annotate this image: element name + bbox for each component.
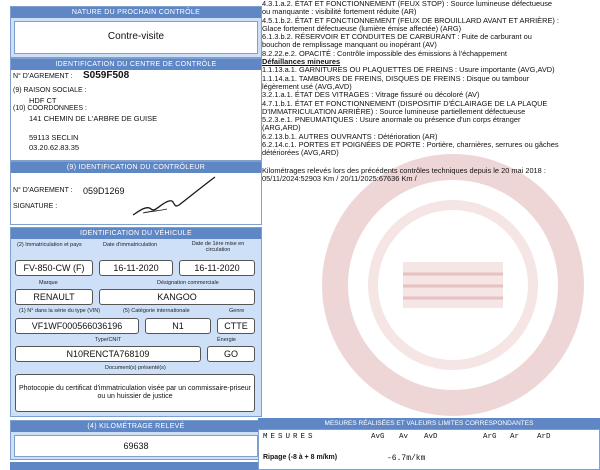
documents-caption: Document(s) présenté(s) bbox=[105, 365, 166, 371]
minor-line-9: 6.2.14.c.1. PORTES ET POIGNÉES DE PORTE : Portière, charnières, serrures ou gâches bbox=[262, 140, 559, 150]
documents-field bbox=[15, 374, 255, 412]
energie-caption: Énergie bbox=[217, 337, 236, 343]
measures-heading: MESURES RÉALISÉES ET VALEURS LIMITES CORRESPONDANTES bbox=[258, 418, 600, 429]
immat-field: FV-850-CW (F) bbox=[15, 260, 93, 276]
defect-line-6: 8.2.22.e.2. OPACITÉ : Contrôle impossible des émissions à l'échappement bbox=[262, 48, 507, 58]
documents-line1: Photocopie du certificat d'immatriculation visée par un commissaire-priseur bbox=[18, 385, 252, 392]
center-heading: IDENTIFICATION DU CENTRE DE CONTRÔLE bbox=[11, 59, 261, 70]
measures-label: MESURES bbox=[263, 433, 316, 441]
watermark-logo bbox=[318, 150, 588, 420]
km-note-line1: Kilométrages relevés lors des précédents contrôles techniques depuis le 20 mai 2018 : bbox=[262, 165, 546, 175]
right-column bbox=[258, 0, 600, 470]
inspector-heading: (9) IDENTIFICATION DU CONTRÔLEUR bbox=[11, 162, 261, 173]
mileage-value: 69638 bbox=[123, 441, 149, 451]
center-panel bbox=[10, 58, 262, 161]
minor-line-10: détériorées (AVG,ARD) bbox=[262, 148, 339, 158]
col-ar: Ar bbox=[510, 433, 520, 441]
inspector-signature bbox=[129, 175, 219, 219]
ripage-label: Ripage (-8 à + 8 m/km) bbox=[263, 454, 338, 461]
marque-caption: Marque bbox=[39, 280, 58, 286]
next-inspection-panel bbox=[10, 6, 262, 58]
designation-caption: Désignation commerciale bbox=[157, 280, 219, 286]
date-serie-field: 16-11-2020 bbox=[179, 260, 255, 276]
minor-line-3: 3.2.1.a.1. ÉTAT DES VITRAGES : Vitrage fissuré ou décoloré (AV) bbox=[262, 90, 480, 100]
defect-line-0: 4.3.1.a.2. ÉTAT ET FONCTIONNEMENT (FEUX STOP) : Source lumineuse défectueuse bbox=[262, 0, 552, 8]
defect-line-4: 6.1.3.b.2. RÉSERVOIR ET CONDUITES DE CARBURANT : Fuite de carburant ou bbox=[262, 32, 532, 42]
date-immat-caption: Date d'immatriculation bbox=[103, 242, 158, 248]
inspector-signature-label: SIGNATURE : bbox=[13, 203, 58, 210]
vin-field: VF1WF000566036196 bbox=[15, 318, 139, 334]
center-raison-label: (9) RAISON SOCIALE : bbox=[13, 87, 87, 94]
minor-line-5: D'IMMATRICULATION ARRIÈRE) : Source lumineuse partiellement défectueuse bbox=[262, 106, 526, 116]
defect-line-2: 4.5.1.b.2. ÉTAT ET FONCTIONNEMENT (FEUX DE BROUILLARD AVANT ET ARRIÈRE) : bbox=[262, 15, 559, 25]
mileage-panel bbox=[10, 420, 262, 460]
designation-field: KANGOO bbox=[99, 289, 255, 305]
minor-line-8: 6.2.13.b.1. AUTRES OUVRANTS : Détérioration (AR) bbox=[262, 131, 438, 141]
minor-defects-title: Défaillances mineures bbox=[262, 57, 341, 67]
center-address1: 141 CHEMIN DE L'ARBRE DE GUISE bbox=[29, 114, 158, 123]
center-agrement-label: N° D'AGREMENT : bbox=[13, 73, 73, 80]
defect-line-3: Glace fortement défectueuse (lumière émise affectée) (ARG) bbox=[262, 23, 462, 33]
defect-line-1: ou manquante : visibilité fortement réduite (AR) bbox=[262, 7, 417, 17]
inspector-agrement-label: N° D'AGREMENT : bbox=[13, 187, 73, 194]
col-arg: ArG bbox=[483, 433, 497, 441]
col-ard: ArD bbox=[537, 433, 551, 441]
defects-list bbox=[262, 0, 559, 183]
next-panel-strip bbox=[10, 462, 262, 470]
left-column bbox=[10, 0, 262, 470]
defect-line-5: bouchon de remplissage manquant ou inopérant (AV) bbox=[262, 40, 437, 50]
next-inspection-box bbox=[14, 21, 258, 54]
categorie-caption: (5) Catégorie internationale bbox=[123, 308, 190, 314]
col-av: Av bbox=[399, 433, 409, 441]
genre-caption: Genre bbox=[229, 308, 245, 314]
inspector-panel bbox=[10, 161, 262, 225]
minor-line-7: (ARG,ARD) bbox=[262, 123, 301, 133]
measures-box bbox=[258, 429, 600, 470]
center-box bbox=[11, 70, 261, 160]
minor-line-2: légèrement usé (AVG,AVD) bbox=[262, 81, 352, 91]
center-agrement-value: S059F508 bbox=[83, 70, 130, 81]
vin-caption: (1) N° dans la série du type (VIN) bbox=[19, 308, 101, 314]
genre-field: CTTE bbox=[217, 318, 255, 334]
minor-line-4: 4.7.1.b.1. ÉTAT ET FONCTIONNEMENT (DISPOSITIF D'ÉCLAIRAGE DE LA PLAQUE bbox=[262, 98, 548, 108]
energie-field: GO bbox=[207, 346, 255, 362]
vehicle-heading: IDENTIFICATION DU VÉHICULE bbox=[11, 228, 261, 239]
inspector-box bbox=[11, 173, 261, 224]
immat-caption: (2) Immatriculation et pays bbox=[17, 242, 82, 248]
minor-line-6: 5.2.3.e.1. PNEUMATIQUES : Usure anormale ou présence d'un corps étranger bbox=[262, 115, 521, 125]
date-serie-caption: Date de 1ère mise en circulation bbox=[191, 241, 245, 253]
type-field: N10RENCTA768109 bbox=[15, 346, 201, 362]
mileage-box bbox=[14, 435, 258, 457]
center-raison-value: HDF CT bbox=[29, 96, 57, 105]
km-note-line2: 05/11/2024:52903 Km / 20/11/2025:67636 Km / bbox=[262, 173, 417, 183]
center-address2: 59113 SECLIN bbox=[29, 133, 79, 142]
col-avg: AvG bbox=[371, 433, 385, 441]
categorie-field: N1 bbox=[145, 318, 211, 334]
type-caption: Type/CNIT bbox=[95, 337, 122, 343]
inspector-agrement-value: 059D1269 bbox=[83, 186, 125, 196]
documents-line2: ou un huissier de justice bbox=[97, 393, 173, 400]
vehicle-panel bbox=[10, 227, 262, 417]
center-coord-label: (10) COORDONNEES : bbox=[13, 105, 87, 112]
next-inspection-value: Contre-visite bbox=[107, 31, 165, 42]
col-avd: AvD bbox=[424, 433, 438, 441]
minor-line-1: 1.1.14.a.1. TAMBOURS DE FREINS, DISQUES DE FREINS : Disque ou tambour bbox=[262, 73, 530, 83]
date-immat-field: 16-11-2020 bbox=[99, 260, 173, 276]
ripage-value: -6.7m/km bbox=[387, 454, 426, 463]
next-inspection-heading: NATURE DU PROCHAIN CONTRÔLE bbox=[11, 7, 261, 18]
mileage-heading: (4) KILOMÉTRAGE RELEVÉ bbox=[11, 421, 261, 432]
marque-field: RENAULT bbox=[15, 289, 93, 305]
minor-line-0: 1.1.13.a.1. GARNITURES OU PLAQUETTES DE FREINS : Usure importante (AVG,AVD) bbox=[262, 65, 555, 75]
center-phone: 03.20.62.83.35 bbox=[29, 143, 80, 152]
